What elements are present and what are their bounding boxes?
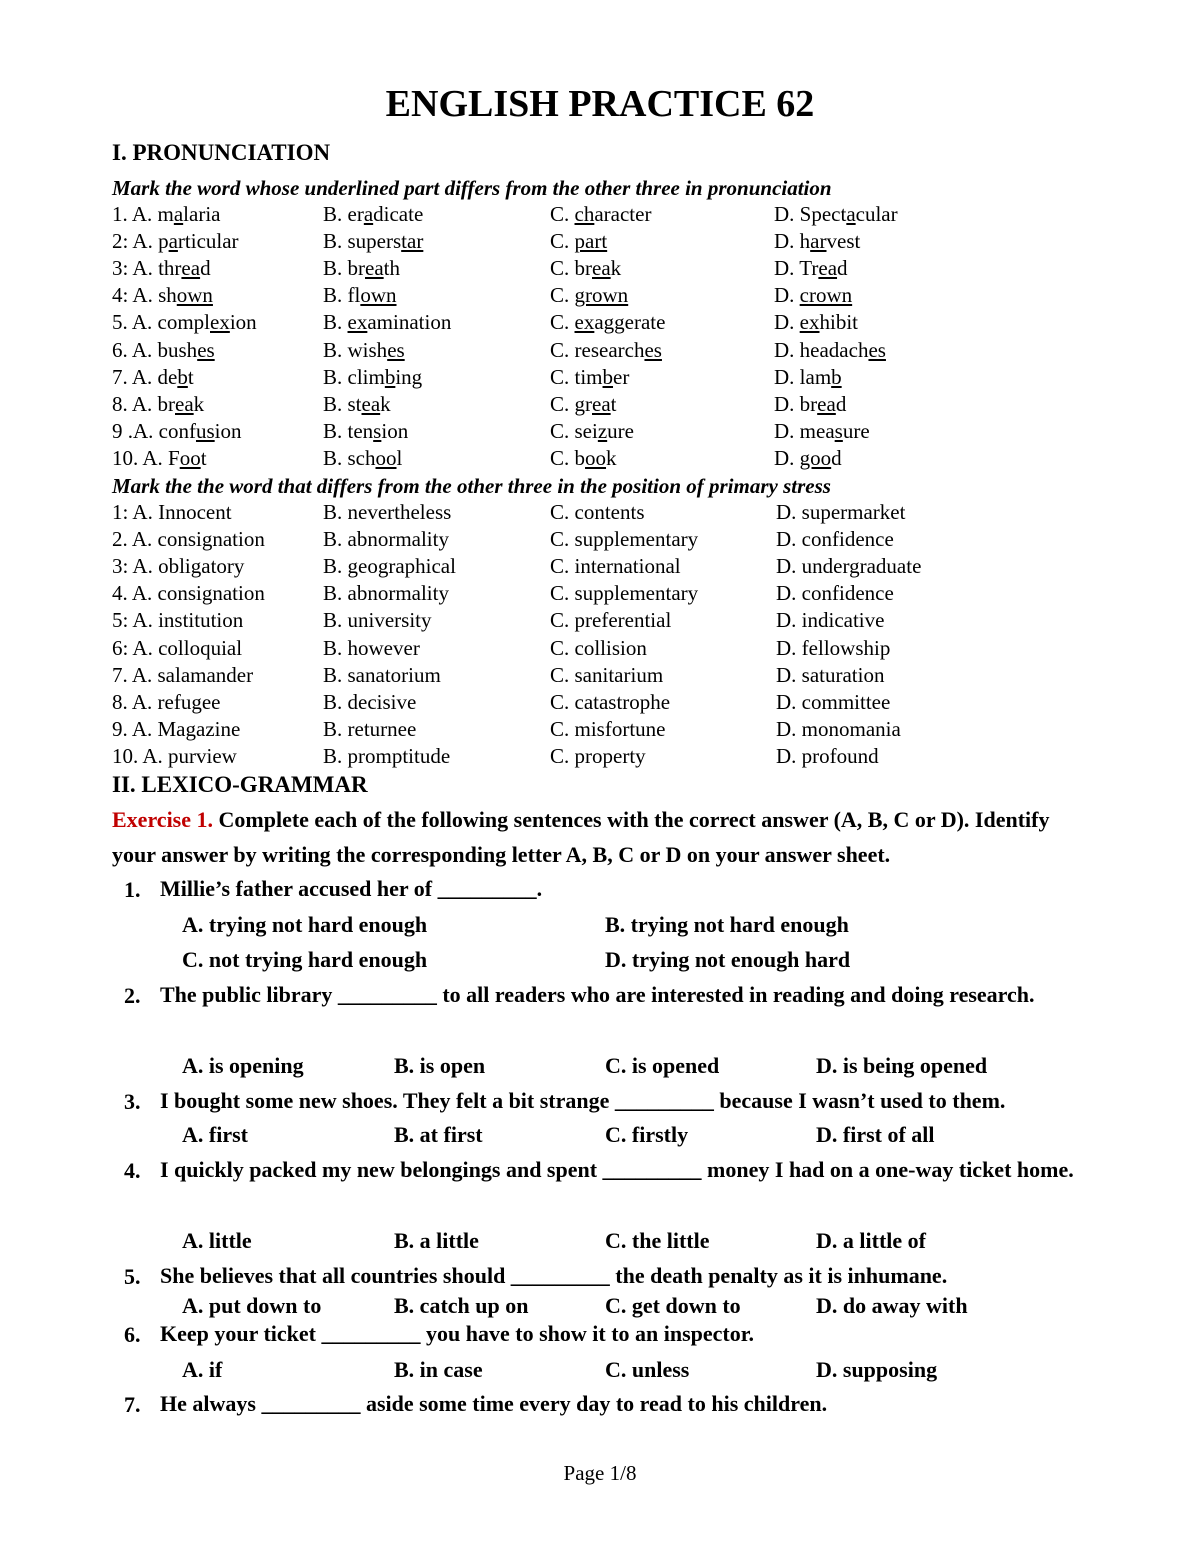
underlined-part: ex: [347, 310, 368, 335]
stress-instruction: Mark the the word that differs from the other three in the position of primary stress: [112, 474, 831, 498]
underlined-part: ea: [592, 391, 611, 416]
stress-row: [0, 744, 1200, 771]
answer-option: C. part: [550, 229, 608, 254]
underlined-part: ea: [175, 391, 194, 416]
answer-option: C. international: [550, 554, 681, 579]
option-a: A. put down to: [182, 1293, 322, 1318]
stress-row: [0, 608, 1200, 635]
answer-option: C. great: [550, 391, 617, 416]
answer-option: D. indicative: [776, 608, 885, 633]
option-b: B. catch up on: [394, 1293, 529, 1318]
option-a: A. is opening: [182, 1053, 304, 1078]
answer-option: D. saturation: [776, 662, 885, 687]
answer-option: B. examination: [323, 310, 452, 335]
answer-option: 8. A. refugee: [112, 689, 221, 714]
answer-option: C. collision: [550, 635, 647, 660]
pronunciation-row: [0, 283, 1200, 310]
answer-option: D. undergraduate: [776, 554, 922, 579]
answer-option: B. university: [323, 608, 432, 633]
answer-option: 10. A. Foot: [112, 445, 207, 470]
underlined-part: tar: [401, 229, 424, 254]
answer-option: 5. A. complexion: [112, 310, 257, 335]
option-c: C. not trying hard enough: [182, 947, 428, 972]
answer-option: C. grown: [550, 283, 629, 308]
option-b: B. trying not hard enough: [605, 912, 849, 937]
option-b: B. a little: [394, 1228, 479, 1253]
stress-row: [0, 554, 1200, 581]
underlined-part: s: [373, 418, 382, 443]
answer-option: B. decisive: [323, 689, 417, 714]
underlined-part: a: [173, 202, 184, 226]
answer-option: B. sanatorium: [323, 662, 441, 687]
answer-option: D. Tread: [774, 256, 848, 281]
answer-option: D. measure: [774, 418, 870, 443]
pronunciation-row: [0, 229, 1200, 256]
question-number: 6.: [124, 1322, 141, 1347]
question-text: Millie’s father accused her of _________.: [160, 876, 543, 901]
underlined-part: goo: [799, 445, 832, 470]
answer-option: C. supplementary: [550, 581, 699, 606]
question-text: She believes that all countries should _________ the death penalty as it is inhumane.: [160, 1263, 948, 1288]
underlined-part: ea: [592, 256, 611, 281]
stress-row: [0, 500, 1200, 527]
underlined-part: oo: [585, 445, 607, 470]
answer-option: 7. A. debt: [112, 364, 194, 389]
underlined-part: s: [834, 418, 843, 443]
exercise-text: Complete each of the following sentences with the correct answer (A, B, C or D). Identify your answer by writing the corresponding letter A, B, C or D on your answer sheet.: [112, 807, 1050, 867]
option-a: A. trying not hard enough: [182, 912, 428, 937]
underlined-part: b: [384, 364, 396, 389]
answer-option: B. promptitude: [323, 743, 451, 768]
underlined-part: ex: [799, 310, 820, 335]
option-c: C. the little: [605, 1228, 710, 1253]
option-b: B. in case: [394, 1357, 483, 1382]
answer-option: D. headaches: [774, 337, 886, 362]
pronunciation-row: [0, 365, 1200, 392]
answer-option: B. tension: [323, 418, 409, 443]
question-text: I bought some new shoes. They felt a bit strange _________ because I wasn’t used to them.: [160, 1088, 1006, 1113]
question-number: 3.: [124, 1089, 141, 1114]
answer-option: 10. A. purview: [112, 743, 237, 768]
answer-option: D. bread: [774, 391, 847, 416]
section-heading-pronunciation: I. PRONUNCIATION: [112, 140, 331, 165]
answer-option: 4: A. shown: [112, 283, 213, 308]
answer-option: B. steak: [323, 391, 391, 416]
option-d: D. trying not enough hard: [605, 947, 851, 972]
option-d: D. first of all: [816, 1122, 935, 1147]
answer-option: C. preferential: [550, 608, 672, 633]
question-text: He always _________ aside some time every day to read to his children.: [160, 1391, 828, 1416]
underlined-part: oo: [375, 445, 397, 470]
answer-option: B. eradicate: [323, 202, 424, 226]
answer-option: 6. A. bushes: [112, 337, 215, 362]
question-number: 1.: [124, 877, 141, 902]
stress-row: [0, 527, 1200, 554]
option-d: D. do away with: [816, 1293, 968, 1318]
underlined-part: ex: [210, 310, 230, 335]
underlined-part: es: [868, 337, 886, 362]
option-d: D. a little of: [816, 1228, 926, 1253]
underlined-part: crown: [799, 283, 853, 308]
underlined-part: ex: [574, 310, 595, 335]
option-c: C. firstly: [605, 1122, 689, 1147]
option-a: A. if: [182, 1357, 223, 1382]
underlined-part: es: [387, 337, 405, 362]
option-a: A. first: [182, 1122, 248, 1147]
answer-option: D. confidence: [776, 527, 894, 552]
question-number: 4.: [124, 1158, 141, 1183]
answer-option: 7. A. salamander: [112, 662, 254, 687]
page-number: Page 1/8: [563, 1461, 637, 1485]
pronunciation-row: [0, 338, 1200, 365]
underlined-part: ch: [574, 202, 595, 226]
answer-option: D. exhibit: [774, 310, 859, 335]
answer-option: D. good: [774, 445, 842, 470]
answer-option: D. crown: [774, 283, 853, 308]
pronunciation-row: [0, 256, 1200, 283]
answer-option: 3: A. thread: [112, 256, 211, 281]
question-number: 2.: [124, 983, 141, 1008]
answer-option: C. character: [550, 202, 652, 226]
answer-option: 3: A. obligatory: [112, 554, 245, 579]
underlined-part: a: [846, 202, 856, 226]
underlined-part: ar: [810, 229, 827, 254]
stress-row: [0, 663, 1200, 690]
answer-option: D. harvest: [774, 229, 861, 254]
question-text: The public library _________ to all readers who are interested in reading and doing research.: [160, 982, 1035, 1007]
answer-option: B. flown: [323, 283, 397, 308]
answer-option: D. committee: [776, 689, 891, 714]
underlined-part: ea: [817, 391, 836, 416]
option-d: D. supposing: [816, 1357, 938, 1382]
option-b: B. at first: [394, 1122, 483, 1147]
answer-option: 5: A. institution: [112, 608, 244, 633]
answer-option: 1. A. malaria: [112, 202, 221, 226]
answer-option: C. misfortune: [550, 716, 666, 741]
answer-option: B. school: [323, 445, 403, 470]
answer-option: C. seizure: [550, 418, 634, 443]
answer-option: B. nevertheless: [323, 500, 452, 524]
stress-row: [0, 690, 1200, 717]
answer-option: C. timber: [550, 364, 630, 389]
question-number: 5.: [124, 1264, 141, 1289]
answer-option: D. monomania: [776, 716, 901, 741]
answer-option: C. supplementary: [550, 527, 699, 552]
exercise-1-instruction: [112, 802, 1097, 872]
stress-row: [0, 636, 1200, 663]
answer-option: D. lamb: [774, 364, 842, 389]
answer-option: 2: A. particular: [112, 229, 239, 254]
underlined-part: own: [360, 283, 397, 308]
answer-option: C. catastrophe: [550, 689, 671, 714]
answer-option: B. superstar: [323, 229, 424, 254]
answer-option: 4. A. consignation: [112, 581, 265, 606]
stress-row: [0, 717, 1200, 744]
underlined-part: a: [168, 229, 178, 254]
pronunciation-instruction: Mark the word whose underlined part differs from the other three in pronunciation: [112, 176, 832, 200]
underlined-part: grown: [574, 283, 629, 308]
answer-option: 2. A. consignation: [112, 527, 265, 552]
question-number: 7.: [124, 1392, 141, 1417]
answer-option: 9. A. Magazine: [112, 716, 241, 741]
answer-option: C. property: [550, 743, 646, 768]
underlined-part: b: [602, 364, 614, 389]
stress-row: [0, 581, 1200, 608]
underlined-part: ea: [361, 391, 381, 416]
answer-option: B. returnee: [323, 716, 417, 741]
pronunciation-row: [0, 392, 1200, 419]
pronunciation-row: [0, 446, 1200, 473]
option-d: D. is being opened: [816, 1053, 988, 1078]
answer-option: C. break: [550, 256, 622, 281]
underlined-part: ea: [818, 256, 838, 281]
answer-option: D. fellowship: [776, 635, 891, 660]
option-c: C. is opened: [605, 1053, 720, 1078]
pronunciation-row: [0, 310, 1200, 337]
underlined-part: part: [574, 229, 608, 254]
option-b: B. is open: [394, 1053, 486, 1078]
answer-option: 6: A. colloquial: [112, 635, 243, 660]
answer-option: C. exaggerate: [550, 310, 666, 335]
answer-option: B. climbing: [323, 364, 423, 389]
answer-option: C. contents: [550, 500, 645, 524]
question-text: I quickly packed my new belongings and spent _________ money I had on a one-way ticket home.: [160, 1157, 1074, 1182]
answer-option: D. supermarket: [776, 500, 906, 524]
underlined-part: es: [644, 337, 662, 362]
answer-option: C. researches: [550, 337, 662, 362]
answer-option: C. sanitarium: [550, 662, 664, 687]
answer-option: 8. A. break: [112, 391, 205, 416]
underlined-part: ea: [365, 256, 384, 281]
answer-option: B. geographical: [323, 554, 456, 579]
answer-option: B. however: [323, 635, 420, 660]
underlined-part: own: [176, 283, 213, 308]
section-heading-lexico-grammar: II. LEXICO-GRAMMAR: [112, 772, 368, 797]
underlined-part: b: [177, 364, 188, 389]
underlined-part: b: [831, 364, 842, 389]
answer-option: 1: A. Innocent: [112, 500, 232, 524]
answer-option: B. abnormality: [323, 581, 449, 606]
exercise-label: Exercise 1.: [112, 807, 214, 832]
underlined-part: a: [363, 202, 374, 226]
option-c: C. get down to: [605, 1293, 741, 1318]
page-title: ENGLISH PRACTICE 62: [385, 83, 815, 125]
option-c: C. unless: [605, 1357, 690, 1382]
underlined-part: ea: [181, 256, 201, 281]
option-a: A. little: [182, 1228, 252, 1253]
answer-option: 9 .A. confusion: [112, 418, 242, 443]
answer-option: D. confidence: [776, 581, 894, 606]
answer-option: C. book: [550, 445, 617, 470]
pronunciation-row: [0, 419, 1200, 446]
answer-option: B. wishes: [323, 337, 405, 362]
question-text: Keep your ticket _________ you have to show it to an inspector.: [160, 1321, 754, 1346]
underlined-part: us: [195, 418, 215, 443]
answer-option: B. breath: [323, 256, 400, 281]
answer-option: D. profound: [776, 743, 879, 768]
underlined-part: oo: [179, 445, 201, 470]
answer-option: D. Spectacular: [774, 202, 898, 226]
underlined-part: z: [597, 418, 608, 443]
answer-option: B. abnormality: [323, 527, 449, 552]
underlined-part: es: [197, 337, 215, 362]
pronunciation-row: [0, 202, 1200, 229]
